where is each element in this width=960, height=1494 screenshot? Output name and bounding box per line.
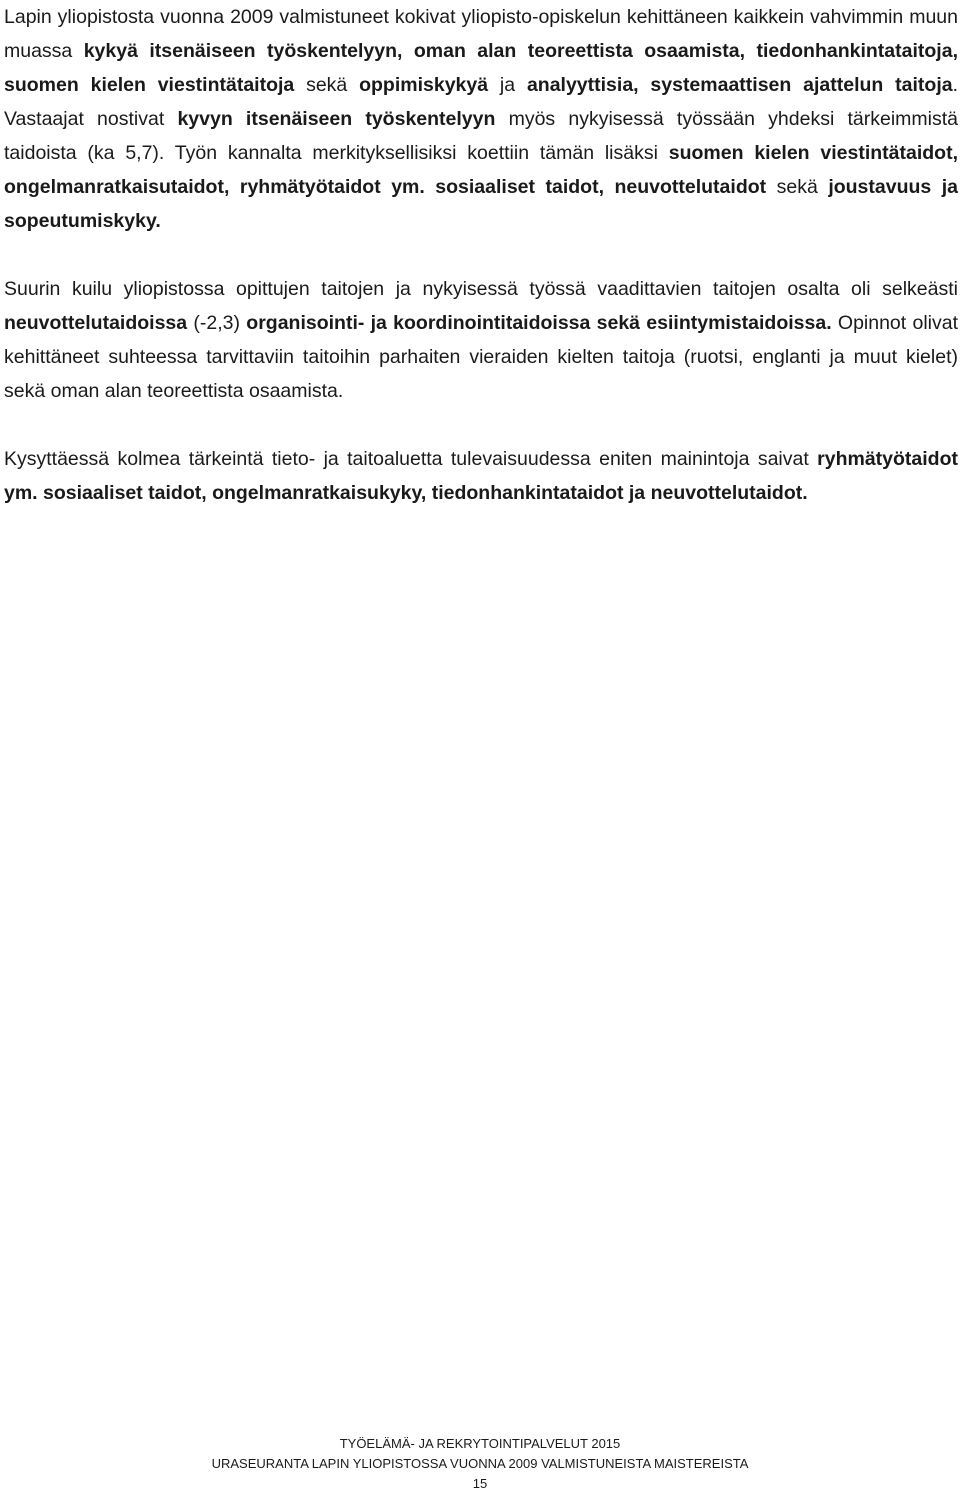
paragraph-2 bbox=[4, 272, 958, 408]
paragraph-1-segment-6: analyyttisia, systemaattisen ajattelun taitoja bbox=[526, 74, 953, 96]
paragraph-1-segment-3: sekä bbox=[294, 74, 360, 96]
paragraph-1-segment-4: oppimiskykyä bbox=[359, 74, 489, 96]
paragraph-2-segment-3: (-2,3) bbox=[187, 312, 247, 334]
paragraph-1-segment-8: kyvyn itsenäiseen työskentelyyn bbox=[177, 108, 496, 130]
footer-line-2: URASEURANTA LAPIN YLIOPISTOSSA VUONNA 2009 VALMISTUNEISTA MAISTEREISTA bbox=[211, 1456, 749, 1471]
paragraph-1-segment-10: suomen kielen viestintätaidot, ongelmanratkaisutaidot, ryhmätyötaidot ym. sosiaaliset taidot, neuvottelutaidot bbox=[4, 142, 958, 198]
paragraph-3 bbox=[4, 442, 958, 510]
page-number: 15 bbox=[472, 1476, 488, 1491]
paragraph-3-segment-2: ryhmätyötaidot ym. sosiaaliset taidot, ongelmanratkaisukyky, tiedonhankintataidot ja neuvottelutaidot. bbox=[4, 448, 958, 504]
paragraph-1 bbox=[4, 0, 958, 238]
page-footer bbox=[0, 1434, 960, 1494]
paragraph-1-segment-11: sekä bbox=[766, 176, 829, 198]
paragraph-1-segment-1: Lapin yliopistosta vuonna 2009 valmistuneet kokivat yliopisto-opiskelun kehittäneen kaikkein vahvimmin muun muassa bbox=[4, 6, 958, 62]
paragraph-3-segment-1: Kysyttäessä kolmea tärkeintä tieto- ja taitoaluetta tulevaisuudessa eniten mainintoja saivat bbox=[4, 448, 818, 470]
paragraph-2-segment-5: Opinnot olivat kehittäneet suhteessa tarvittaviin taitoihin parhaiten vieraiden kielten taitoja (ruotsi, englanti ja muut kielet) sekä oman alan teoreettista osaamista. bbox=[4, 312, 958, 402]
paragraph-2-segment-2: neuvottelutaidoissa bbox=[4, 312, 188, 334]
paragraph-1-segment-2: kykyä itsenäiseen työskentelyyn, oman alan teoreettista osaamista, tiedonhankintataitoja, suomen kielen viestintätaitoja bbox=[4, 40, 958, 96]
paragraph-1-segment-9: myös nykyisessä työssään yhdeksi tärkeimmistä taidoista (ka 5,7). Työn kannalta merkityksellisiksi koettiin tämän lisäksi bbox=[4, 108, 958, 164]
paragraph-2-segment-4: organisointi- ja koordinointitaidoissa sekä esiintymistaidoissa. bbox=[246, 312, 832, 334]
footer-line-1: TYÖELÄMÄ- JA REKRYTOINTIPALVELUT 2015 bbox=[339, 1436, 621, 1451]
paragraph-1-segment-7: . Vastaajat nostivat bbox=[4, 74, 959, 130]
paragraph-1-segment-12: joustavuus ja sopeutumiskyky. bbox=[4, 176, 958, 232]
paragraph-1-segment-5: ja bbox=[488, 74, 527, 96]
document-body bbox=[4, 0, 958, 510]
paragraph-2-segment-1: Suurin kuilu yliopistossa opittujen taitojen ja nykyisessä työssä vaadittavien taitojen osalta oli selkeästi bbox=[4, 278, 958, 300]
